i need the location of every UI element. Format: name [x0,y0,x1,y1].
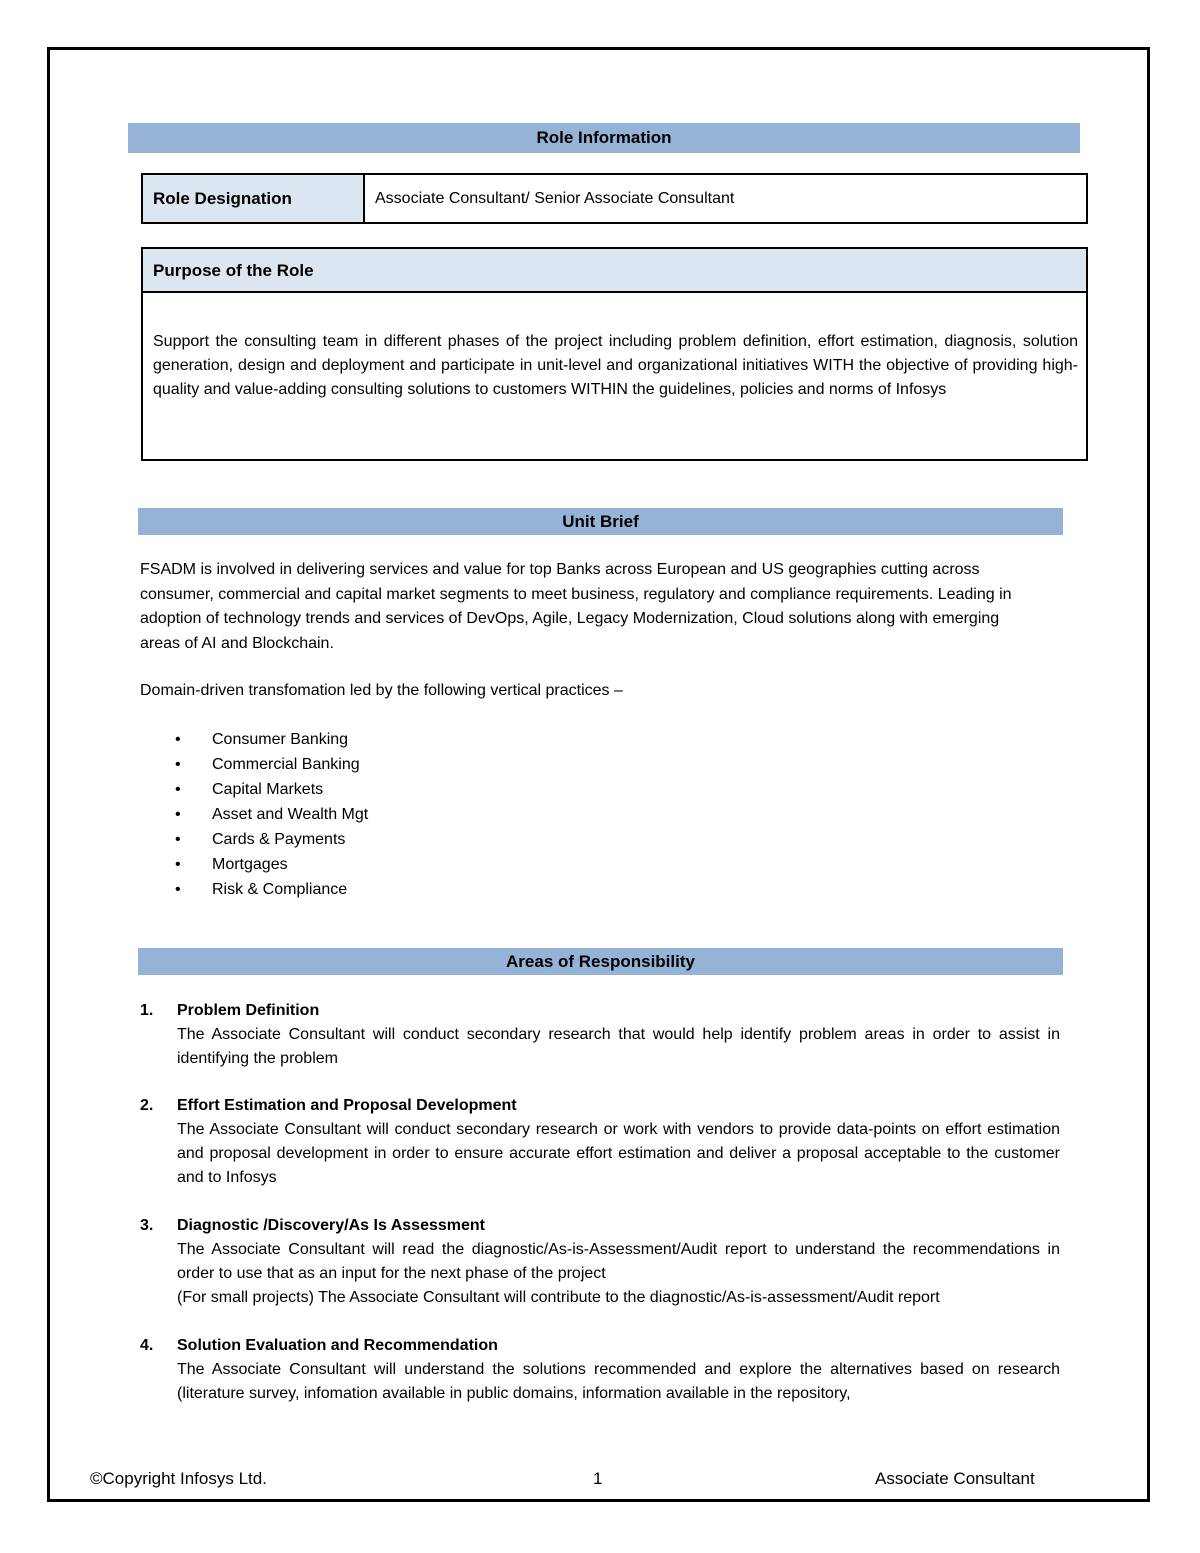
responsibility-title: Effort Estimation and Proposal Development [177,1097,517,1114]
role-information-header: Role Information [128,123,1080,153]
role-designation-table [141,173,1088,224]
responsibility-extra-text: (For small projects) The Associate Consultant will contribute to the diagnostic/As-is-assessment/Audit report [177,1289,940,1306]
responsibility-item-problem-definition: 1. Problem Definition The Associate Consultant will conduct secondary research that would help identify problem areas in order to assist in identifying the problem [140,999,1060,1071]
purpose-of-role-label: Purpose of the Role [143,249,1086,293]
responsibility-title: Diagnostic /Discovery/As Is Assessment [177,1217,485,1234]
responsibility-text: The Associate Consultant will conduct secondary research that would help identify problem areas in order to assist in identifying the problem [177,1026,1060,1067]
responsibility-title: Problem Definition [177,1002,320,1019]
list-item: • Commercial Banking [175,756,360,773]
list-item: • Cards & Payments [175,831,346,848]
practices-list [175,727,368,902]
responsibility-item-effort-estimation: 2. Effort Estimation and Proposal Development The Associate Consultant will conduct secondary research or work with vendors to provide data-points on effort estimation and proposal development in order to ensure accurate effort estimation and deliver a proposal acceptable to the customer and to Infosys [140,1094,1060,1190]
role-designation-label: Role Designation [143,175,365,222]
purpose-of-role-text: Support the consulting team in different phases of the project including problem definition, effort estimation, diagnosis, solution generation, design and deployment and participate in unit-level and organizational initiatives WITH the objective of providing high-quality and value-adding consulting solutions to customers WITHIN the guidelines, policies and norms of Infosys [153,333,1078,398]
responsibility-text: The Associate Consultant will understand the solutions recommended and explore the alternatives based on research (literature survey, infomation available in public domains, information available in the repository, [177,1361,1060,1402]
list-item: • Mortgages [175,856,288,873]
footer-copyright: ©Copyright Infosys Ltd. [90,1469,267,1488]
footer-page-number: 1 [593,1469,603,1488]
responsibility-item-solution-evaluation: 4. Solution Evaluation and Recommendation The Associate Consultant will understand the solutions recommended and explore the alternatives based on research (literature survey, infomation available in public domains, information available in the repository, [140,1334,1060,1406]
role-designation-value: Associate Consultant/ Senior Associate Consultant [375,190,735,207]
list-item: • Capital Markets [175,781,324,798]
responsibility-text: The Associate Consultant will read the diagnostic/As-is-Assessment/Audit report to understand the recommendations in order to use that as an input for the next phase of the project [177,1241,1060,1282]
list-item: • Risk & Compliance [175,881,348,898]
list-item: • Consumer Banking [175,731,349,748]
practices-intro: Domain-driven transfomation led by the following vertical practices – [140,682,623,699]
responsibility-text: The Associate Consultant will conduct secondary research or work with vendors to provide data-points on effort estimation and proposal development in order to ensure accurate effort estimation and deliver a proposal acceptable to the customer and to Infosys [177,1121,1060,1186]
responsibility-item-diagnostic: 3. Diagnostic /Discovery/As Is Assessment The Associate Consultant will read the diagnostic/As-is-Assessment/Audit report to understand the recommendations in order to use that as an input for the next phase of the project (For small projects) The Associate Consultant will contribute to the diagnostic/As-is-assessment/Audit report [140,1214,1060,1310]
footer-role: Associate Consultant [875,1469,1035,1488]
unit-brief-header: Unit Brief [138,508,1063,535]
list-item: • Asset and Wealth Mgt [175,806,369,823]
unit-brief-paragraph: FSADM is involved in delivering services and value for top Banks across European and US geographies cutting across consumer, commercial and capital market segments to meet business, regulatory and compliance requirements. Leading in adoption of technology trends and services of DevOps, Agile, Legacy Modernization, Cloud solutions along with emerging areas of AI and Blockchain. [140,561,1012,652]
areas-of-responsibility-header: Areas of Responsibility [138,948,1063,975]
responsibility-title: Solution Evaluation and Recommendation [177,1337,498,1354]
purpose-of-role-table [141,247,1088,461]
